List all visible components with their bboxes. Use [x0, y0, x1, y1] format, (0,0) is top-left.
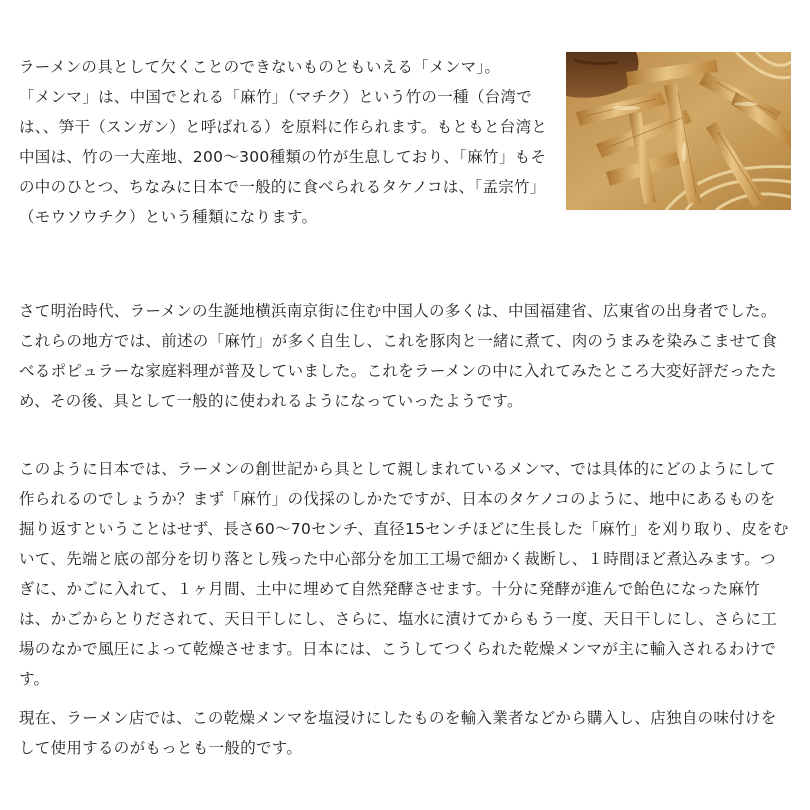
menma-ramen-photo — [566, 52, 791, 210]
process-paragraph: このように日本では、ラーメンの創世記から具として親しまれているメンマ、では具体的にどのようにして作られるのでしょうか？まず「麻竹」の伐採のしかたですが、日本のタケノコのように、地中にあるものを掘り返すということはせず、長さ60〜70センチ、直径15センチほどに生長した「麻竹」を刈り取り、皮をむいて、先端と底の部分を切り落とし残った中心部分を加工工場で細かく裁断し、１時間ほど煮込みます。つぎに、かごに入れて、１ヶ月間、土中に埋めて自然発酵させます。十分に発酵が進んで飴色になった麻竹は、かごからとりだされて、天日干しにし、さらに、塩水に漬けてからもう一度、天日干しにし、さらに工場のなかで風圧によって乾燥させます。日本には、こうしてつくられた乾燥メンマが主に輸入されるわけです。 — [19, 460, 789, 688]
menma-photo-illustration — [566, 52, 791, 210]
intro-paragraph: ラーメンの具として欠くことのできないものともいえる「メンマ」。 「メンマ」は、中国でとれる「麻竹」（マチク）という竹の一種（台湾では、、笋干（スンガン）と呼ばれる）を原料に作られます。もともと台湾と中国は、竹の一大産地、200〜300種類の竹が生息しており、「麻竹」もその中のひとつ、ちなみに日本で一般的に食べられるタケノコは、「孟宗竹」（モウソウチク）という種類になります。 — [19, 58, 548, 226]
history-paragraph: さて明治時代、ラーメンの生誕地横浜南京街に住む中国人の多くは、中国福建省、広東省の出身者でした。これらの地方では、前述の「麻竹」が多く自生し、これを豚肉と一緒に煮て、肉のうまみを染みこませて食べるポピュラーな家庭料理が普及していました。これをラーメンの中に入れてみたところ大変好評だったため、その後、具として一般的に使われるようになっていったようです。 — [19, 302, 778, 410]
current-paragraph: 現在、ラーメン店では、この乾燥メンマを塩浸けにしたものを輸入業者などから購入し、店独自の味付けをして使用するのがもっとも一般的です。 — [19, 709, 777, 757]
